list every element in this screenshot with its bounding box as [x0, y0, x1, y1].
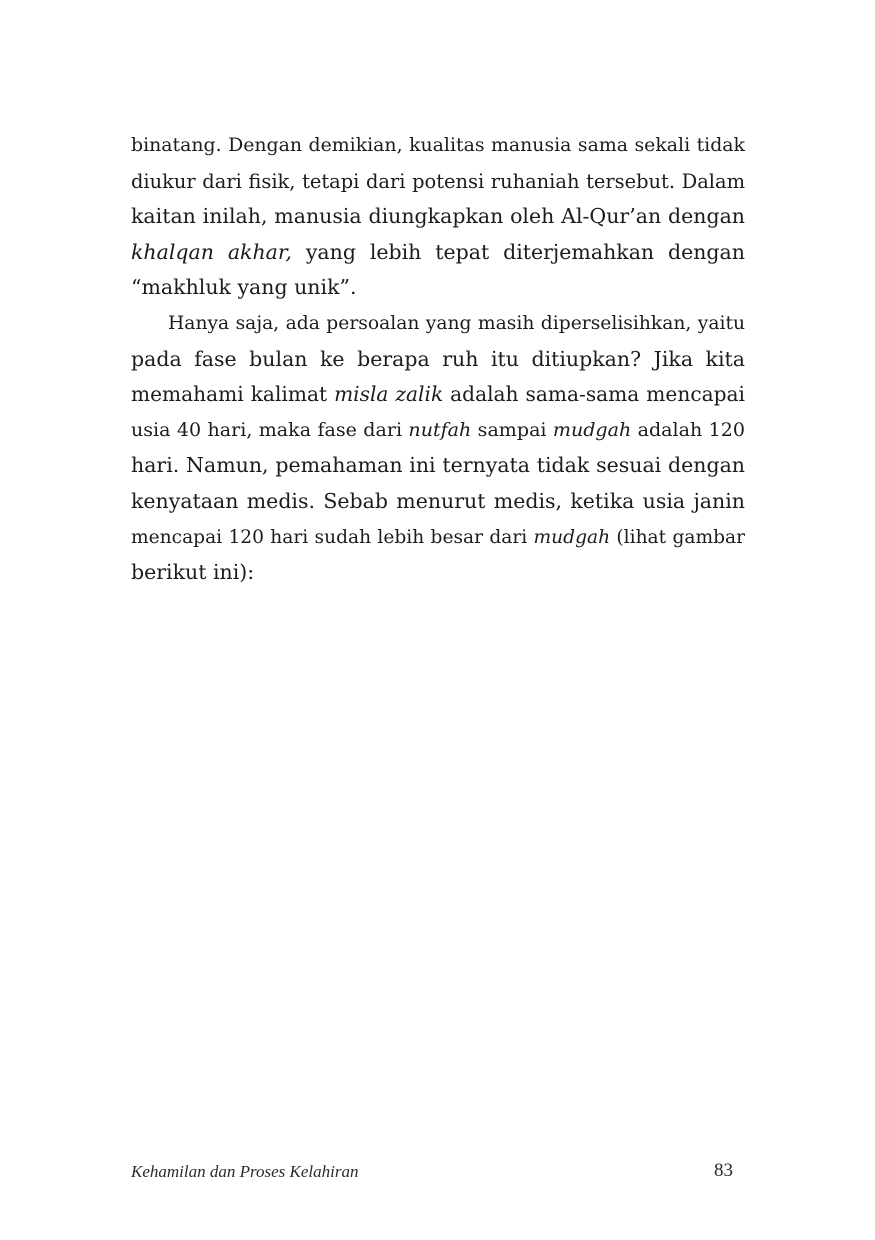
text-segment: adalah 120: [631, 418, 745, 441]
text-line: [131, 484, 745, 520]
text-segment: hari. Namun, pemahaman ini ternyata tidak sesuai dengan: [131, 453, 745, 478]
text-line: [131, 342, 745, 378]
italic-term: khalqan akhar,: [131, 239, 292, 264]
text-segment: yang lebih tepat diterjemahkan dengan: [291, 239, 745, 264]
text-line: [131, 128, 745, 164]
text-line: [131, 306, 745, 342]
text-segment: binatang. Dengan demikian, kualitas manusia sama sekali tidak: [131, 134, 745, 156]
running-footer-title: Kehamilan dan Proses Kelahiran: [131, 1162, 359, 1181]
italic-term: nutfah: [408, 418, 472, 441]
text-line: [131, 448, 745, 484]
text-segment: mencapai 120 hari sudah lebih besar dari: [131, 526, 534, 548]
text-line: [131, 555, 745, 591]
text-segment: sampai: [471, 418, 553, 441]
text-segment: kenyataan medis. Sebab menurut medis, ketika usia janin: [131, 488, 745, 513]
text-line: [131, 520, 745, 556]
text-segment: kaitan inilah, manusia diungkapkan oleh Al-Qur’an dengan: [131, 204, 745, 229]
paragraph: [131, 128, 745, 306]
text-line: [131, 377, 745, 413]
text-segment: memahami kalimat: [131, 382, 335, 407]
text-line: [131, 270, 745, 306]
paragraph: [131, 306, 745, 591]
text-segment: usia 40 hari, maka fase dari: [131, 418, 409, 441]
text-segment: Hanya saja, ada persoalan yang masih diperselisihkan, yaitu: [168, 312, 745, 334]
text-segment: “makhluk yang unik”.: [131, 275, 357, 300]
text-segment: berikut ini):: [131, 560, 255, 585]
text-line: [131, 164, 745, 200]
text-line: [131, 235, 745, 271]
italic-term: misla zalik: [334, 382, 444, 407]
text-line: [131, 199, 745, 235]
text-segment: adalah sama-sama mencapai: [443, 382, 745, 407]
italic-term: mudgah: [533, 526, 611, 548]
italic-term: mudgah: [552, 418, 632, 441]
page-footer: [131, 1162, 733, 1186]
text-segment: pada fase bulan ke berapa ruh itu ditiupkan? Jika kita: [131, 346, 745, 371]
page-number: 83: [714, 1160, 733, 1181]
text-segment: (lihat gambar: [610, 526, 746, 548]
body-text: [131, 128, 745, 591]
text-segment: diukur dari fisik, tetapi dari potensi ruhaniah tersebut. Dalam: [131, 169, 745, 193]
text-line: [131, 413, 745, 449]
